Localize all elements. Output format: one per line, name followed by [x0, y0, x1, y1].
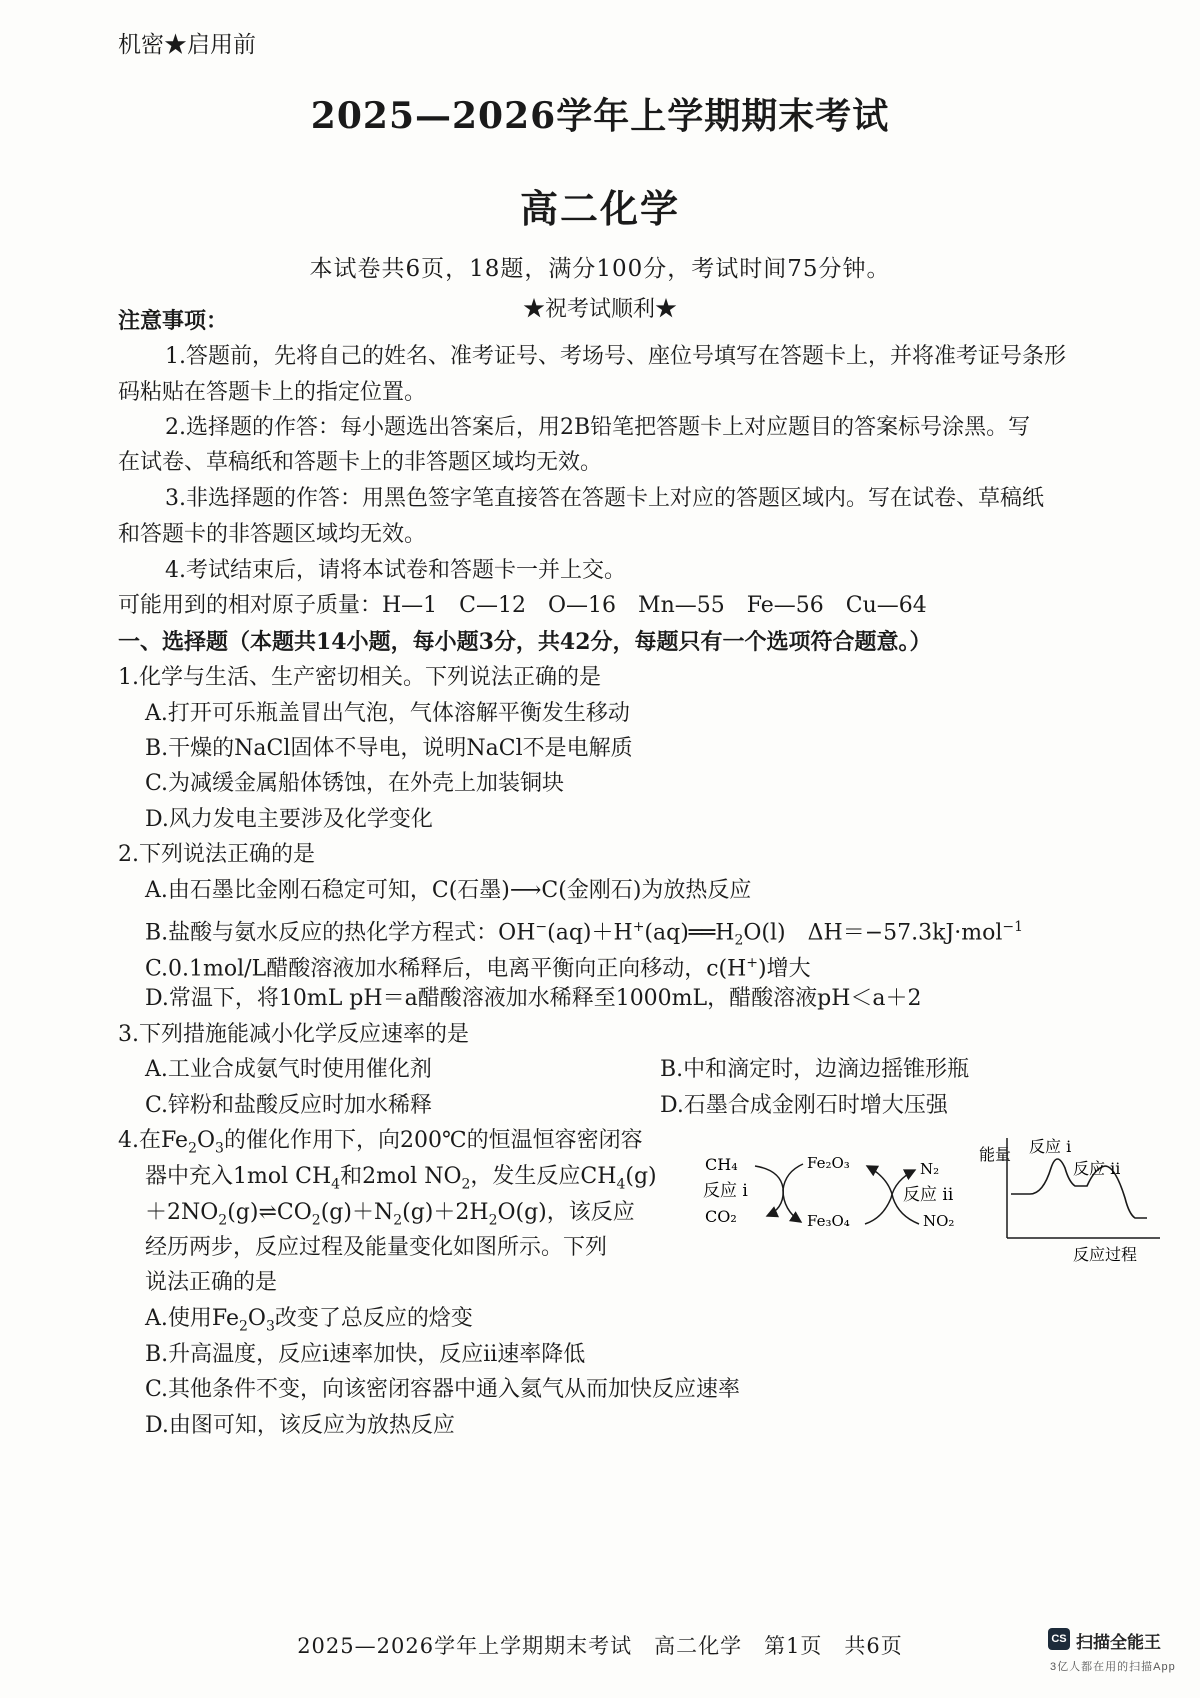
diagram-fe2o3: Fe₂O₃	[807, 1154, 850, 1172]
diagram-fe3o4: Fe₃O₄	[807, 1212, 850, 1230]
q4-stem-line-4: 经历两步，反应过程及能量变化如图所示。下列	[145, 1235, 608, 1260]
note-3a: 3.非选择题的作答：用黑色签字笔直接答在答题卡上对应的答题区域内。写在试卷、草稿纸	[165, 486, 1044, 511]
peak-label-ii: 反应 ii	[1073, 1159, 1121, 1178]
q3-option-a: A.工业合成氨气时使用催化剂	[145, 1057, 432, 1082]
q2-option-c: C.0.1mol/L醋酸溶液加水稀释后，电离平衡向正向移动，c(H+)增大	[145, 955, 811, 982]
process-axis-label: 反应过程	[1073, 1245, 1138, 1264]
q2-option-b: B.盐酸与氨水反应的热化学方程式：$OH^-(aq)+H^+(aq)══H_2O(l)$ ΔH＝−57.3kJ·mol$^{-1}$	[145, 919, 1024, 949]
q1-option-a: A.打开可乐瓶盖冒出气泡，气体溶解平衡发生移动	[145, 701, 630, 726]
confidential-mark: 机密★启用前	[118, 32, 256, 58]
q4-stem-line-5: 说法正确的是	[145, 1270, 278, 1295]
q3-option-c: C.锌粉和盐酸反应时加水稀释	[145, 1093, 433, 1118]
watermark-brand: 扫描全能王	[1076, 1633, 1161, 1652]
exam-title: 2025—2026学年上学期期末考试	[310, 95, 890, 137]
q3-option-d: D.石墨合成金刚石时增大压强	[660, 1093, 948, 1118]
note-2a: 2.选择题的作答：每小题选出答案后，用2B铅笔把答题卡上对应题目的答案标号涂黑。写	[165, 415, 1031, 440]
watermark-tagline: 3亿人都在用的扫描App	[1050, 1661, 1176, 1673]
energy-axis-label: 能量	[979, 1145, 1012, 1164]
note-2b: 在试卷、草稿纸和答题卡上的非答题区域均无效。	[118, 450, 603, 475]
q4-stem-line-2: 器中充入1mol $CH_4$和2mol $NO_2$，发生反应$CH_4(g)$	[145, 1164, 657, 1193]
good-luck: ★祝考试顺利★	[522, 297, 677, 322]
q4-option-c: C.其他条件不变，向该密闭容器中通入氦气从而加快反应速率	[145, 1377, 741, 1402]
q2-stem: 2.下列说法正确的是	[118, 842, 315, 867]
q1-stem: 1.化学与生活、生产密切相关。下列说法正确的是	[118, 665, 601, 690]
cycle-1-arrow-b	[783, 1164, 803, 1222]
page-footer: 2025—2026学年上学期期末考试 高二化学 第1页 共6页	[297, 1634, 903, 1658]
q4-option-a: A.使用$Fe_2O_3$改变了总反应的焓变	[145, 1306, 473, 1335]
cycle-1-arrow-a	[755, 1166, 783, 1216]
q3-stem: 3.下列措施能减小化学反应速率的是	[118, 1022, 469, 1047]
peak-label-i: 反应 i	[1029, 1137, 1072, 1156]
notes-heading: 注意事项：	[118, 308, 229, 334]
q1-option-b: B.干燥的NaCl固体不导电，说明NaCl不是电解质	[145, 736, 633, 761]
note-3b: 和答题卡的非答题区域均无效。	[118, 522, 427, 547]
diagram-co2: CO₂	[705, 1207, 737, 1226]
diagram-n2: N₂	[920, 1160, 940, 1178]
q2-option-a: A.由石墨比金刚石稳定可知，C(石墨)⟶C(金刚石)为放热反应	[145, 878, 752, 903]
camscanner-logo: CS	[1048, 1628, 1070, 1650]
atomic-masses: 可能用到的相对原子质量：H—1 C—12 O—16 Mn—55 Fe—56 Cu—64	[118, 593, 927, 618]
diagram-no2: NO₂	[923, 1212, 955, 1230]
note-1b: 码粘贴在答题卡上的指定位置。	[118, 380, 427, 405]
q4-diagram	[695, 1128, 1165, 1283]
note-1a: 1.答题前，先将自己的姓名、准考证号、考场号、座位号填写在答题卡上，并将准考证号条形	[165, 344, 1066, 369]
q4-option-d: D.由图可知，该反应为放热反应	[145, 1413, 455, 1438]
q4-option-b: B.升高温度，反应ⅰ速率加快，反应ⅱ速率降低	[145, 1342, 586, 1367]
section-1-heading: 一、选择题（本题共14小题，每小题3分，共42分，每题只有一个选项符合题意。）	[118, 629, 932, 655]
q1-option-d: D.风力发电主要涉及化学变化	[145, 807, 433, 832]
diagram-reaction-ii: 反应 ii	[903, 1185, 954, 1205]
q4-stem-line-3: $+2NO_2(g)\rightleftharpoons CO_2(g)+N_2(g)+2H_2O(g)$，该反应	[145, 1200, 635, 1229]
q2-option-d: D.常温下，将10mL pH＝a醋酸溶液加水稀释至1000mL，醋酸溶液pH＜a＋2	[145, 986, 922, 1011]
diagram-ch4: CH₄	[705, 1155, 738, 1174]
subject-title: 高二化学	[519, 186, 680, 231]
q1-option-c: C.为减缓金属船体锈蚀，在外壳上加装铜块	[145, 771, 565, 796]
q4-stem-line-1: 4.在$Fe_2O_3$的催化作用下，向200℃的恒温恒容密闭容	[118, 1128, 643, 1157]
note-4: 4.考试结束后，请将本试卷和答题卡一并上交。	[165, 558, 626, 583]
q3-option-b: B.中和滴定时，边滴边摇锥形瓶	[660, 1057, 970, 1082]
exam-info: 本试卷共6页，18题，满分100分，考试时间75分钟。	[309, 256, 891, 282]
diagram-reaction-i: 反应 i	[703, 1181, 748, 1201]
